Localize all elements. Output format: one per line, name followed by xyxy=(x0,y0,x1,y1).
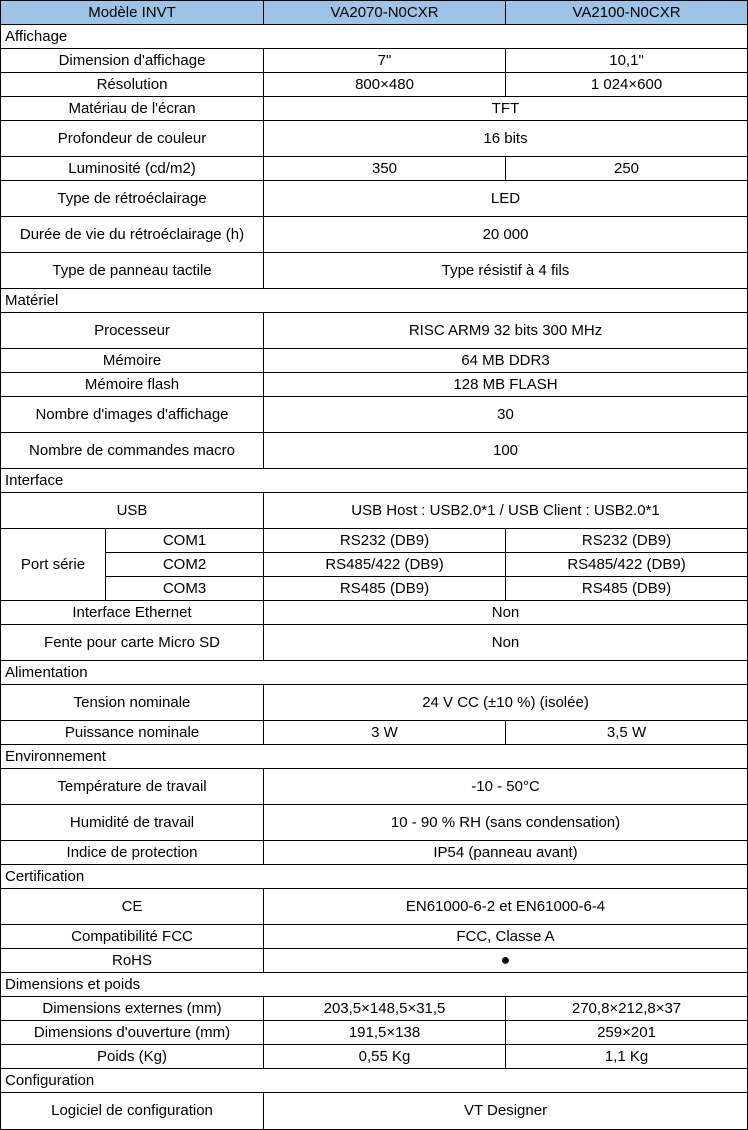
row-value-a: 0,55 Kg xyxy=(264,1045,506,1069)
row-value: 16 bits xyxy=(264,121,748,157)
table-row xyxy=(1,889,748,925)
row-value: 30 xyxy=(264,397,748,433)
row-value-b: 259×201 xyxy=(506,1021,748,1045)
table-row xyxy=(1,49,748,73)
section-row xyxy=(1,745,748,769)
row-label: USB xyxy=(1,493,264,529)
table-row xyxy=(1,373,748,397)
row-label: RoHS xyxy=(1,949,264,973)
row-value-a: 7" xyxy=(264,49,506,73)
table-row xyxy=(1,553,748,577)
row-label: Interface Ethernet xyxy=(1,601,264,625)
row-label: Puissance nominale xyxy=(1,721,264,745)
section-row xyxy=(1,973,748,997)
section-row xyxy=(1,865,748,889)
section-row xyxy=(1,25,748,49)
table-row xyxy=(1,721,748,745)
row-value: 10 - 90 % RH (sans condensation) xyxy=(264,805,748,841)
row-value: 128 MB FLASH xyxy=(264,373,748,397)
table-row xyxy=(1,925,748,949)
com-label: COM2 xyxy=(106,553,264,577)
table-row xyxy=(1,625,748,661)
row-label: Logiciel de configuration xyxy=(1,1093,264,1130)
section-hardware: Matériel xyxy=(1,289,748,313)
row-value: TFT xyxy=(264,97,748,121)
header-row xyxy=(1,1,748,25)
row-value-b: 3,5 W xyxy=(506,721,748,745)
section-interface: Interface xyxy=(1,469,748,493)
row-label: Nombre d'images d'affichage xyxy=(1,397,264,433)
row-value-a: 350 xyxy=(264,157,506,181)
row-label: Type de rétroéclairage xyxy=(1,181,264,217)
row-label: Mémoire xyxy=(1,349,264,373)
table-row xyxy=(1,685,748,721)
section-certification: Certification xyxy=(1,865,748,889)
row-label: Dimensions d'ouverture (mm) xyxy=(1,1021,264,1045)
row-label: Mémoire flash xyxy=(1,373,264,397)
row-value: 100 xyxy=(264,433,748,469)
row-label: Processeur xyxy=(1,313,264,349)
table-row xyxy=(1,493,748,529)
row-value-a: RS485 (DB9) xyxy=(264,577,506,601)
row-value-a: 3 W xyxy=(264,721,506,745)
row-value-b: RS485 (DB9) xyxy=(506,577,748,601)
table-row xyxy=(1,841,748,865)
row-label: Tension nominale xyxy=(1,685,264,721)
section-row xyxy=(1,469,748,493)
rohs-bullet-icon: ● xyxy=(264,949,748,973)
table-row xyxy=(1,805,748,841)
section-row xyxy=(1,661,748,685)
row-value: Type résistif à 4 fils xyxy=(264,253,748,289)
row-value-b: 1,1 Kg xyxy=(506,1045,748,1069)
table-row xyxy=(1,349,748,373)
row-value: FCC, Classe A xyxy=(264,925,748,949)
table-row xyxy=(1,97,748,121)
table-row xyxy=(1,121,748,157)
table-row xyxy=(1,1093,748,1130)
row-value-b: RS232 (DB9) xyxy=(506,529,748,553)
row-value: -10 - 50°C xyxy=(264,769,748,805)
row-value-a: 203,5×148,5×31,5 xyxy=(264,997,506,1021)
serial-port-label: Port série xyxy=(1,529,106,601)
row-label: Poids (Kg) xyxy=(1,1045,264,1069)
header-model-a: VA2070-N0CXR xyxy=(264,1,506,25)
row-label: Résolution xyxy=(1,73,264,97)
table-row xyxy=(1,397,748,433)
section-display: Affichage xyxy=(1,25,748,49)
row-label: Matériau de l'écran xyxy=(1,97,264,121)
row-label: Durée de vie du rétroéclairage (h) xyxy=(1,217,264,253)
row-label: Compatibilité FCC xyxy=(1,925,264,949)
row-value: 64 MB DDR3 xyxy=(264,349,748,373)
row-value-b: 1 024×600 xyxy=(506,73,748,97)
row-value: USB Host : USB2.0*1 / USB Client : USB2.0*1 xyxy=(264,493,748,529)
header-model-label: Modèle INVT xyxy=(1,1,264,25)
row-value: RISC ARM9 32 bits 300 MHz xyxy=(264,313,748,349)
row-label: Température de travail xyxy=(1,769,264,805)
row-value: IP54 (panneau avant) xyxy=(264,841,748,865)
table-row xyxy=(1,181,748,217)
row-label: Dimension d'affichage xyxy=(1,49,264,73)
row-value-b: RS485/422 (DB9) xyxy=(506,553,748,577)
table-row xyxy=(1,1045,748,1069)
table-row xyxy=(1,73,748,97)
table-row xyxy=(1,769,748,805)
table-row xyxy=(1,529,748,553)
row-label: CE xyxy=(1,889,264,925)
com-label: COM3 xyxy=(106,577,264,601)
row-value: VT Designer xyxy=(264,1093,748,1130)
row-label: Dimensions externes (mm) xyxy=(1,997,264,1021)
table-row xyxy=(1,433,748,469)
com-label: COM1 xyxy=(106,529,264,553)
table-row xyxy=(1,1021,748,1045)
row-label: Type de panneau tactile xyxy=(1,253,264,289)
row-label: Luminosité (cd/m2) xyxy=(1,157,264,181)
table-row xyxy=(1,949,748,973)
table-row xyxy=(1,217,748,253)
section-power: Alimentation xyxy=(1,661,748,685)
row-value: LED xyxy=(264,181,748,217)
row-value-a: 800×480 xyxy=(264,73,506,97)
row-value-a: RS232 (DB9) xyxy=(264,529,506,553)
table-row xyxy=(1,253,748,289)
table-row xyxy=(1,601,748,625)
section-configuration: Configuration xyxy=(1,1069,748,1093)
section-environment: Environnement xyxy=(1,745,748,769)
row-value: 20 000 xyxy=(264,217,748,253)
table-row xyxy=(1,157,748,181)
row-value: Non xyxy=(264,625,748,661)
row-value: Non xyxy=(264,601,748,625)
row-value: 24 V CC (±10 %) (isolée) xyxy=(264,685,748,721)
row-value-b: 10,1" xyxy=(506,49,748,73)
row-value: EN61000-6-2 et EN61000-6-4 xyxy=(264,889,748,925)
row-label: Fente pour carte Micro SD xyxy=(1,625,264,661)
row-value-b: 250 xyxy=(506,157,748,181)
row-value-b: 270,8×212,8×37 xyxy=(506,997,748,1021)
section-dimensions: Dimensions et poids xyxy=(1,973,748,997)
row-value-a: RS485/422 (DB9) xyxy=(264,553,506,577)
section-row xyxy=(1,1069,748,1093)
header-model-b: VA2100-N0CXR xyxy=(506,1,748,25)
table-row xyxy=(1,577,748,601)
section-row xyxy=(1,289,748,313)
table-row xyxy=(1,997,748,1021)
row-label: Profondeur de couleur xyxy=(1,121,264,157)
row-label: Humidité de travail xyxy=(1,805,264,841)
row-value-a: 191,5×138 xyxy=(264,1021,506,1045)
row-label: Indice de protection xyxy=(1,841,264,865)
table-row xyxy=(1,313,748,349)
row-label: Nombre de commandes macro xyxy=(1,433,264,469)
